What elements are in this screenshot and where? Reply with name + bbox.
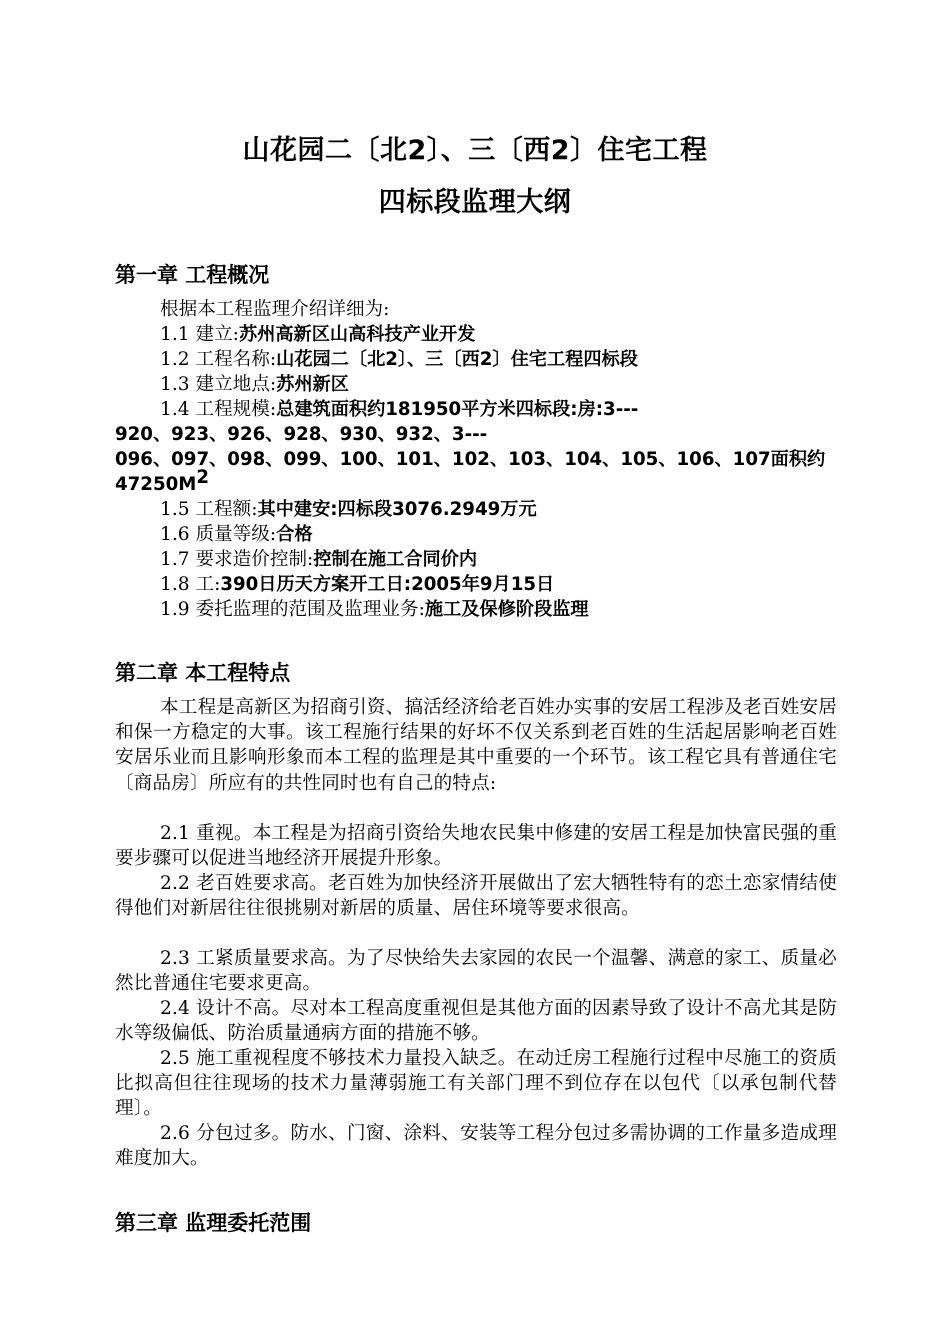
info-label: 1.4 工程规模: [160,399,277,420]
feature-paragraph: 2.2 老百姓要求高。老百姓为加快经济开展做出了宏大牺牲特有的恋土恋家情结使得他们对新居往往很挑剔对新居的质量、居住环境等要求很高。 [115,873,837,920]
chapter1-intro: 根据本工程监理介绍详细为: [160,299,390,320]
feature-paragraph: 2.5 施工重视程度不够技术力量投入缺乏。在动迁房工程施行过程中尽施工的资质比拟高但往往现场的技术力量薄弱施工有关部门理不到位存在以包代〔以承包制代替理〕。 [115,1048,837,1120]
info-value: 苏州新区 [276,374,349,395]
info-label: 1.2 工程名称: [160,349,277,370]
info-value: 山花园二〔北2〕、三〔西2〕住宅工程四标段 [276,349,638,370]
info-value: 920、923、926、928、930、932、3--- [115,424,488,445]
chapter2-intro-paragraph: 本工程是高新区为招商引资、搞活经济给老百姓办实事的安居工程涉及老百姓安居和保一方稳定的大事。该工程施行结果的好坏不仅关系到老百姓的生活起居影响老百姓安居乐业而且影响形象而本工程的监理是其中重要的一个环节。该工程它具有普通住宅〔商品房〕所应有的共性同时也有自己的特点: [115,697,837,794]
info-item-project-name [160,347,885,372]
feature-paragraph: 2.4 设计不高。尽对本工程高度重视但是其他方面的因素导致了设计不高尤其是防水等级偏低、防治质量通病方面的措施不够。 [115,998,837,1045]
info-item-amount [160,497,885,522]
info-label: 1.7 要求造价控制: [160,549,314,570]
feature-paragraph: 2.1 重视。本工程是为招商引资给失地农民集中修建的安居工程是加快富民强的重要步骤可以促进当地经济开展提升形象。 [115,823,837,870]
info-item-scope [160,597,885,622]
info-label: 1.8 工: [160,574,221,595]
info-label: 1.3 建立地点: [160,374,277,395]
info-value: 390日历天方案开工日:2005年9月15日 [220,574,555,595]
info-value: 施工及保修阶段监理 [424,599,589,620]
info-item-schedule [160,572,885,597]
info-label: 1.6 质量等级: [160,524,277,545]
info-item-scale-cont-2 [115,447,840,472]
feature-paragraph: 2.3 工紧质量要求高。为了尽快给失去家园的农民一个温馨、满意的家工、质量必然比普通住宅要求更高。 [115,948,837,995]
info-value: 控制在施工合同价内 [313,549,478,570]
chapter3-heading: 第三章 监理委托范围 [115,1211,312,1235]
info-value: 苏州高新区山高科技产业开发 [238,324,476,345]
document-title: 山花园二〔北2〕、三〔西2〕住宅工程 [242,135,708,166]
info-value: 其中建安:四标段3076.2949万元 [257,499,537,520]
info-item-quality [160,522,885,547]
document-subtitle: 四标段监理大纲 [378,187,572,218]
info-value: 096、097、098、099、100、101、102、103、104、105、106、107面积约 [115,449,826,470]
chapter2-heading: 第二章 本工程特点 [115,661,291,685]
info-label: 1.9 委托监理的范围及监理业务: [160,599,425,620]
superscript: 2 [196,467,210,488]
info-item-scale [160,397,885,422]
info-item-location [160,372,885,397]
info-item-builder [160,322,885,347]
info-label: 1.1 建立: [160,324,239,345]
info-value: 合格 [276,524,313,545]
info-value: 总建筑面积约181950平方米四标段:房:3--- [276,399,639,420]
info-item-cost-control [160,547,885,572]
feature-paragraph: 2.6 分包过多。防水、门窗、涂料、安装等工程分包过多需协调的工作量多造成理难度加大。 [115,1123,837,1170]
info-value: 47250M [115,474,197,495]
info-item-scale-cont-3 [115,467,840,497]
chapter1-heading: 第一章 工程概况 [115,263,270,287]
info-label: 1.5 工程额: [160,499,258,520]
info-item-scale-cont-1 [115,422,840,447]
